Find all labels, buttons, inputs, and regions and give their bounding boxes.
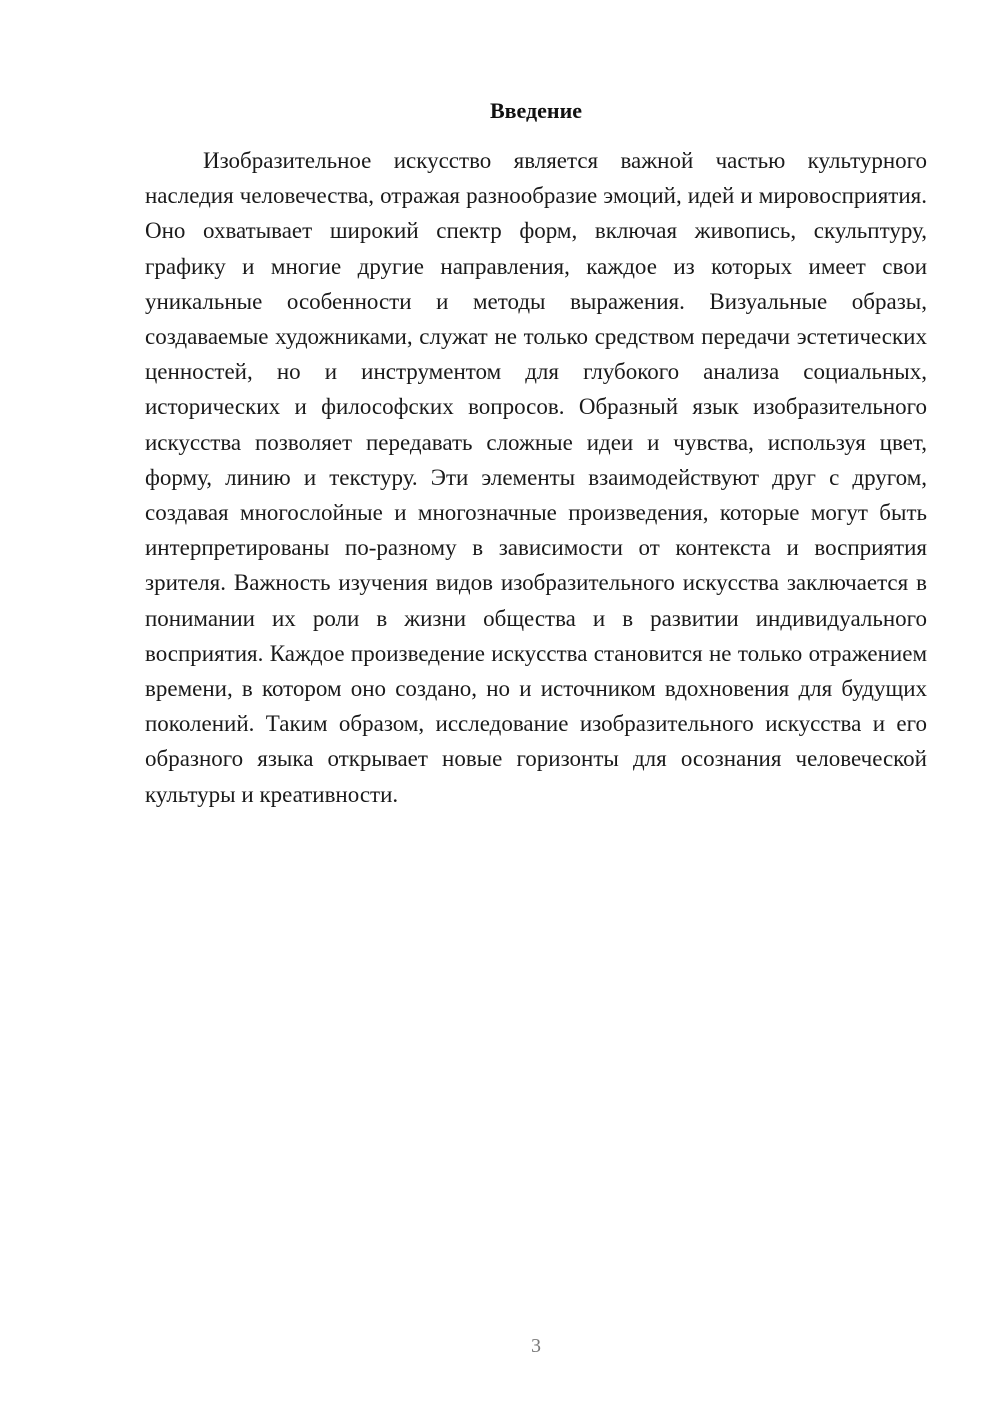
section-heading: Введение [489, 98, 583, 123]
heading-container [0, 96, 1000, 126]
body-paragraph: Изобразительное искусство является важной частью культурного наследия человечества, отражая разнообразие эмоций, идей и мировосприятия. Оно охватывает широкий спектр форм, включая живопись, скульптуру, графику и многие другие направления, каждое из которых имеет свои уникальные особенности и методы выражения. Визуальные образы, создаваемые художниками, служат не только средством передачи эстетических ценностей, но и инструментом для глубокого анализа социальных, исторических и философских вопросов. Образный язык изобразительного искусства позволяет передавать сложные идеи и чувства, используя цвет, форму, линию и текстуру. Эти элементы взаимодействуют друг с другом, создавая многослойные и многозначные произведения, которые могут быть интерпретированы по-разному в зависимости от контекста и восприятия зрителя. Важность изучения видов изобразительного искусства заключается в понимании их роли в жизни общества и в развитии индивидуального восприятия. Каждое произведение искусства становится не только отражением времени, в котором оно создано, но и источником вдохновения для будущих поколений. Таким образом, исследование изобразительного искусства и его образного языка открывает новые горизонты для осознания человеческой культуры и креативности. [145, 148, 927, 807]
page-number: 3 [531, 1335, 541, 1357]
